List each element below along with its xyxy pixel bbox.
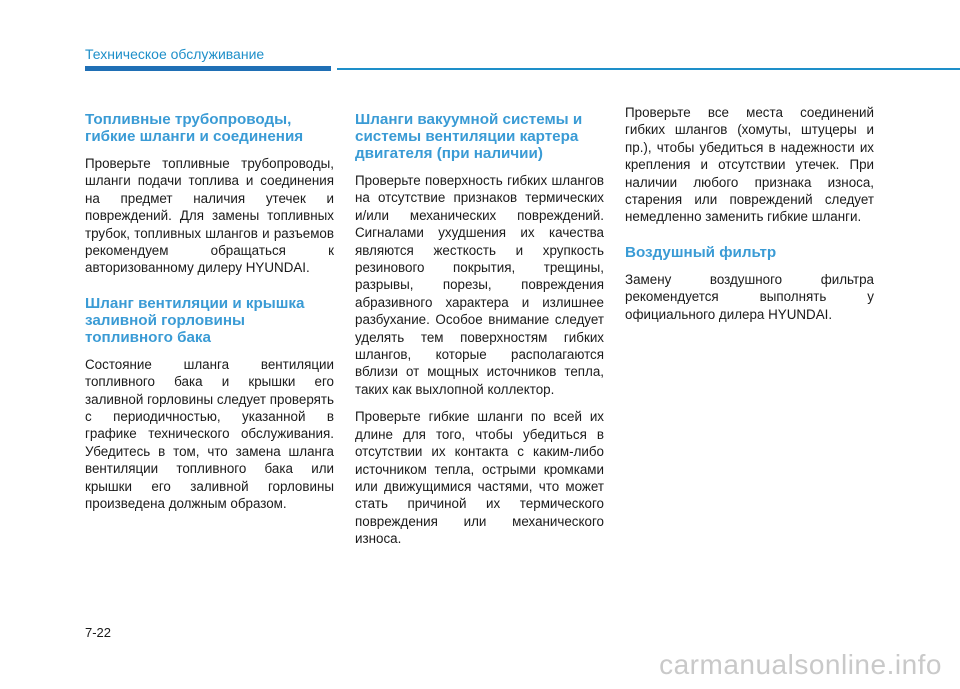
paragraph-hose-connections: Проверьте все места соединений гибких шлангов (хомуты, штуцеры и пр.), чтобы убедиться в надежности их крепления и отсутствии утечек. При наличии любого признака износа, старения или повреждений следует немедленно заменить гибкие шланги. [625,105,874,225]
section-heading-air-filter: Воздушный фильтр [625,243,777,261]
column-3 [625,104,874,333]
header-bar-dark [85,66,331,71]
paragraph-vacuum-hoses-1: Проверьте поверхность гибких шлангов на отсутствие признаков термических и/или механических повреждений. Сигналами ухудшения их качества являются жесткость и хрупкость резинового покрытия, трещины, разрывы, порезы, повреждения абразивного характера и излишнее разбухание. Особое внимание следует уделять тем поверхностям гибких шлангов, которые располагаются вблизи от мощных источников тепла, таких как выхлопной коллектор. [355,173,604,397]
section-heading-vacuum-hoses: Шланги вакуумной системы и системы вентиляции картера двигателя (при наличии) [355,111,583,162]
column-2 [355,111,604,558]
paragraph-vacuum-hoses-2: Проверьте гибкие шланги по всей их длине для того, чтобы убедиться в отсутствии их контакта с каким-либо источником тепла, острыми кромками или движущимися частями, что может стать причиной их термического повреждения или механического износа. [355,409,604,547]
section-heading-vent-hose: Шланг вентиляции и крышка заливной горловины топливного бака [85,294,305,346]
header-bar-light [337,68,960,70]
paragraph-air-filter: Замену воздушного фильтра рекомендуется выполнять у официального дилера HYUNDAI. [625,271,874,322]
column-1 [85,111,334,523]
watermark: carmanualsonline.info [659,649,942,680]
section-header-title: Техническое обслуживание [85,46,265,62]
page-number: 7-22 [85,625,112,640]
section-heading-fuel-lines: Топливные трубопроводы, гибкие шланги и соединения [85,111,304,145]
paragraph-fuel-lines: Проверьте топливные трубопроводы, шланги подачи топлива и соединения на предмет наличия утечек и повреждений. Для замены топливных трубок, топливных шлангов и разъемов рекомендуем обращаться к авторизованному дилеру HYUNDAI. [85,156,334,276]
paragraph-vent-hose: Состояние шланга вентиляции топливного бака и крышки его заливной горловины следует проверять с периодичностью, указанной в графике технического обслуживания. Убедитесь в том, что замена шланга вентиляции топливного бака или крышки его заливной горловины произведена должным образом. [85,356,334,512]
